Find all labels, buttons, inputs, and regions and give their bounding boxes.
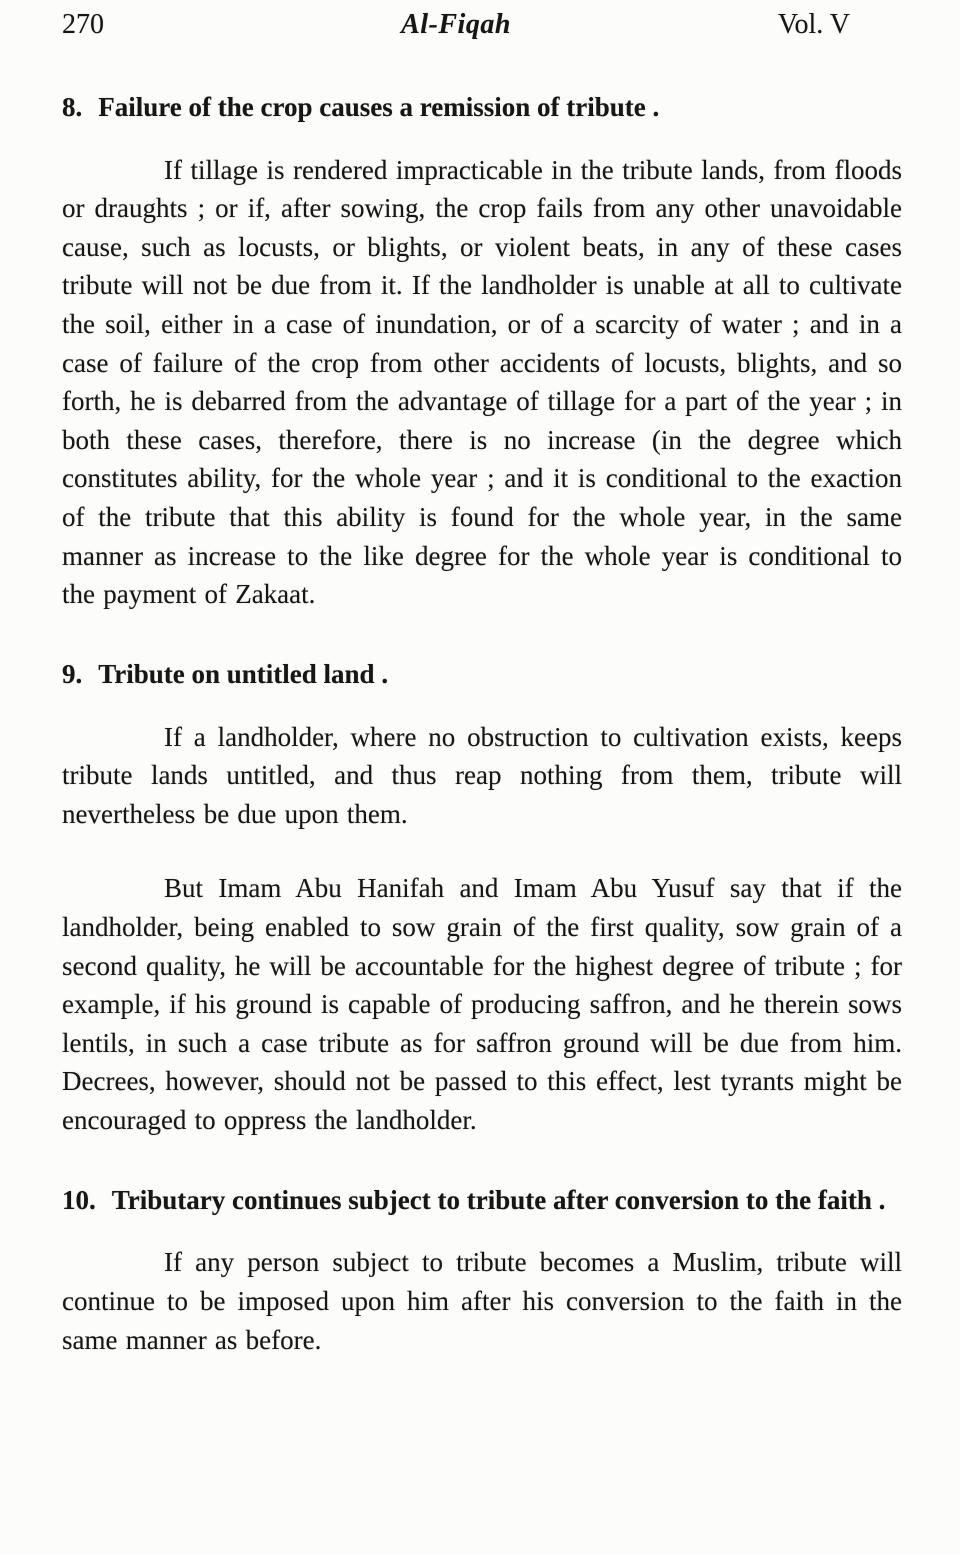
page-header bbox=[62, 10, 902, 41]
section-9-heading bbox=[62, 654, 902, 696]
section-8-title: Failure of the crop causes a remission of tribute . bbox=[98, 91, 660, 122]
section-10 bbox=[62, 1180, 902, 1360]
section-10-title: Tributary continues subject to tribute after conversion to the faith . bbox=[111, 1184, 886, 1215]
section-10-heading bbox=[62, 1180, 902, 1222]
section-8-paragraph-1: If tillage is rendered impracticable in the tribute lands, from floods or draughts ; or if, after sowing, the crop fails from any other unavoidable cause, such as locusts, or blights, or violent beats, in any of these cases tribute will not be due from it. If the landholder is unable at all to cultivate the soil, either in a case of inundation, or of a scarcity of water ; and in a case of failure of the crop from other accidents of locusts, blights, and so forth, he is debarred from the advantage of tillage for a part of the year ; in both these cases, therefore, there is no increase (in the degree which constitutes ability, for the whole year ; and it is conditional to the exaction of the tribute that this ability is found for the whole year, in the same manner as increase to the like degree for the whole year is conditional to the payment of Zakaat. bbox=[62, 154, 902, 610]
book-title: Al-Fiqah bbox=[401, 9, 511, 40]
page-number: 270 bbox=[62, 9, 104, 40]
section-9-title: Tribute on untitled land . bbox=[98, 658, 389, 689]
section-10-number: 10. bbox=[62, 1184, 96, 1215]
section-9-number: 9. bbox=[62, 658, 83, 689]
section-10-paragraph-1: If any person subject to tribute becomes a Muslim, tribute will continue to be imposed upon him after his conversion to the faith in the same manner as before. bbox=[62, 1247, 902, 1355]
section-8 bbox=[62, 87, 902, 614]
section-9-paragraph-1: If a landholder, where no obstruction to cultivation exists, keeps tribute lands untitled, and thus reap nothing from them, tribute will nevertheless be due upon them. bbox=[62, 721, 902, 829]
volume-label: Vol. V bbox=[777, 9, 850, 40]
section-8-heading bbox=[62, 87, 902, 129]
section-8-number: 8. bbox=[62, 91, 83, 122]
section-9 bbox=[62, 654, 902, 1140]
section-9-paragraph-2: But Imam Abu Hanifah and Imam Abu Yusuf say that if the landholder, being enabled to sow grain of the first quality, sow grain of a second quality, he will be accountable for the highest degree of tribute ; for example, if his ground is capable of producing saffron, and he therein sows lentils, in such a case tribute as for saffron ground will be due from him. Decrees, however, should not be passed to this effect, lest tyrants might be encouraged to oppress the landholder. bbox=[62, 873, 902, 1135]
